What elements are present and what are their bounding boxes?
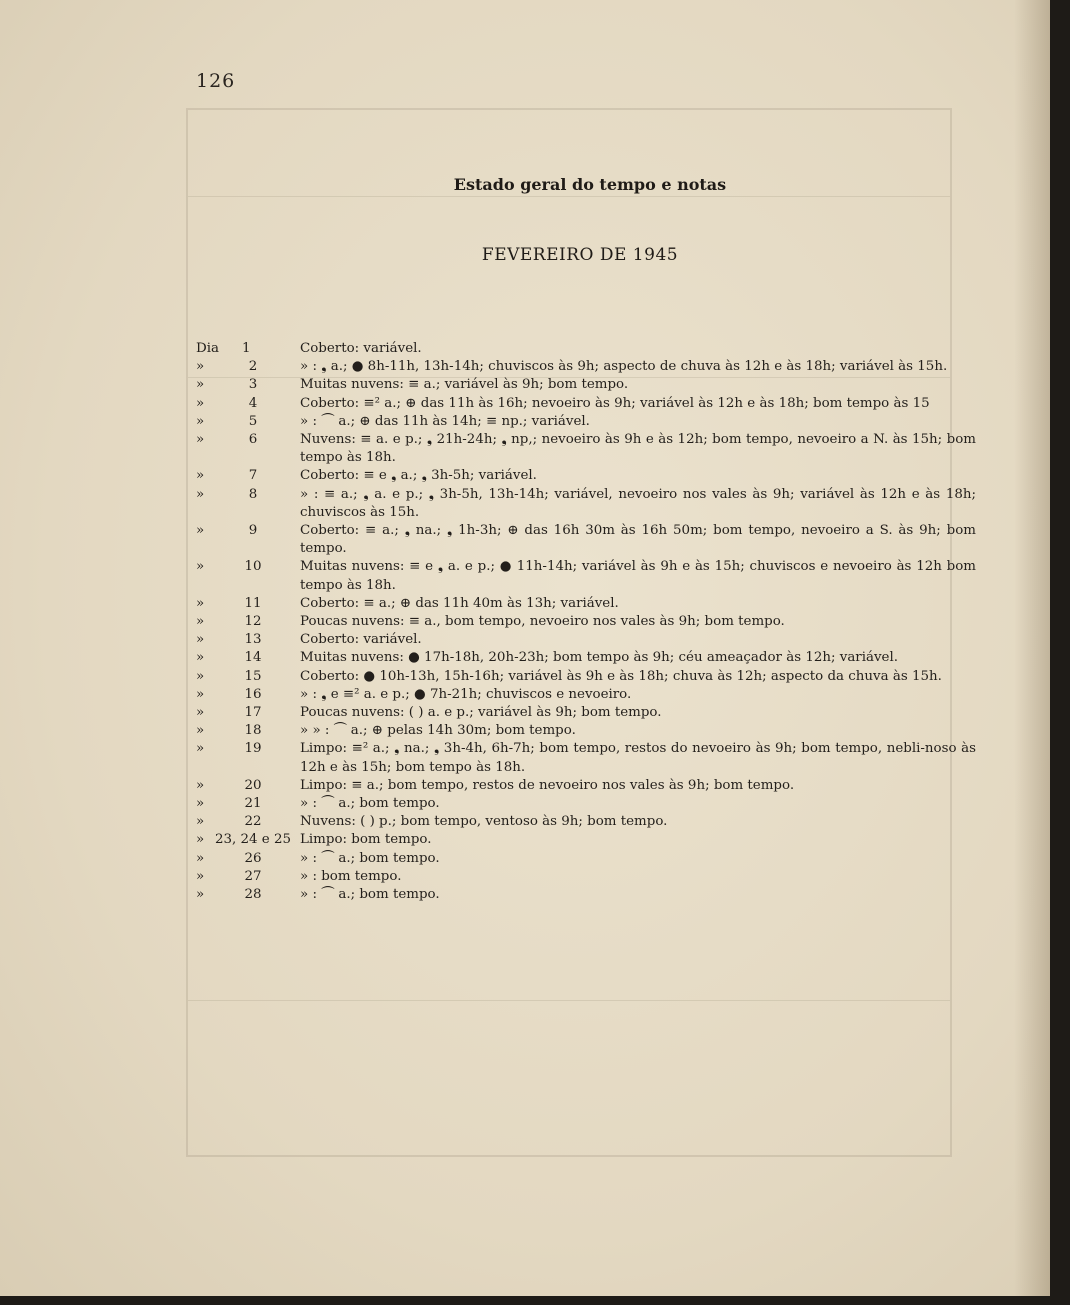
- ditto-mark: »: [196, 395, 205, 411]
- day-description: Coberto: variável.: [300, 341, 422, 356]
- day-number: 9: [248, 523, 258, 539]
- day-entry: [196, 613, 976, 631]
- ditto-mark: »: [196, 632, 205, 648]
- day-number: 27: [244, 868, 262, 884]
- day-cell: [196, 340, 300, 358]
- day-number: 3: [248, 377, 258, 393]
- day-number: 15: [244, 668, 262, 684]
- day-description: Limpo: bom tempo.: [300, 832, 432, 848]
- day-entry: [196, 649, 976, 667]
- day-entry: [196, 850, 976, 868]
- day-number: 8: [248, 486, 258, 502]
- day-entry: [196, 668, 976, 686]
- day-description: Coberto: ≡ e ❟ a.; ❟ 3h-5h; variável.: [300, 468, 537, 484]
- day-entry: [196, 704, 976, 722]
- day-description: » : ❟ a.; ● 8h-11h, 13h-14h; chuviscos às 9h; aspecto de chuva às 12h e às 18h; variável às 15h.: [300, 359, 948, 375]
- day-description: Poucas nuvens: ( ) a. e p.; variável às 9h; bom tempo.: [300, 705, 662, 721]
- ditto-mark: »: [196, 523, 205, 539]
- ditto-mark: »: [196, 595, 205, 611]
- day-description: » : ≡ a.; ❟ a. e p.; ❟ 3h-5h, 13h-14h; variável, nevoeiro nos vales às 9h; variável às 12h e às 18h; chuviscos às 15h.: [300, 486, 976, 520]
- day-description: Limpo: ≡² a.; ❟ na.; ❟ 3h-4h, 6h-7h; bom tempo, restos do nevoeiro às 9h; bom tempo, nebli-noso às 12h e às 15h; bom tempo às 18h.: [300, 741, 976, 775]
- day-description: Coberto: variável.: [300, 632, 422, 648]
- day-description: Coberto: ≡² a.; ⊕ das 11h às 16h; nevoeiro às 9h; variável às 12h e às 18h; bom tempo às 15: [300, 395, 930, 411]
- day-number: 17: [244, 705, 262, 721]
- day-entry: [196, 777, 976, 795]
- day-number: 28: [244, 887, 262, 903]
- ditto-mark: »: [196, 377, 205, 393]
- day-number: 19: [244, 741, 262, 757]
- day-description: » : ⏜ a.; ⊕ das 11h às 14h; ≡ np.; variável.: [300, 413, 590, 429]
- day-description: » » : ⏜ a.; ⊕ pelas 14h 30m; bom tempo.: [300, 723, 576, 739]
- ditto-mark: »: [196, 359, 205, 375]
- ditto-mark: »: [196, 887, 205, 903]
- day-entry: [196, 431, 976, 467]
- day-number: 13: [244, 632, 262, 648]
- day-entry: [196, 376, 976, 394]
- day-entry: [196, 886, 976, 904]
- ditto-mark: »: [196, 432, 205, 448]
- day-entry: [196, 686, 976, 704]
- day-description: Coberto: ≡ a.; ⊕ das 11h 40m às 13h; variável.: [300, 595, 619, 611]
- day-number: 14: [244, 650, 262, 666]
- day-number: 11: [244, 595, 262, 611]
- day-description: » : ⏜ a.; bom tempo.: [300, 887, 440, 903]
- page-number: 126: [196, 70, 236, 92]
- day-description: » : ❟ e ≡² a. e p.; ● 7h-21h; chuviscos e nevoeiro.: [300, 686, 632, 702]
- day-description: Muitas nuvens: ● 17h-18h, 20h-23h; bom tempo às 9h; céu ameaçador às 12h; variável.: [300, 650, 898, 666]
- day-number: 26: [244, 850, 262, 866]
- day-description: Muitas nuvens: ≡ e ❟ a. e p.; ● 11h-14h; variável às 9h e às 15h; chuviscos e nevoeiro às 12h bom tempo às 18h.: [300, 559, 976, 593]
- ditto-mark: »: [196, 413, 205, 429]
- ditto-mark: »: [196, 832, 205, 848]
- day-entry: [196, 395, 976, 413]
- day-description: Nuvens: ≡ a. e p.; ❟ 21h-24h; ❟ np,; nevoeiro às 9h e às 12h; bom tempo, nevoeiro a N. às 15h; bom tempo às 18h.: [300, 432, 976, 466]
- day-description: » : ⏜ a.; bom tempo.: [300, 796, 440, 812]
- day-description: Nuvens: ( ) p.; bom tempo, ventoso às 9h; bom tempo.: [300, 814, 668, 830]
- ditto-mark: »: [196, 814, 205, 830]
- day-number: 21: [244, 796, 262, 812]
- ditto-mark: »: [196, 868, 205, 884]
- day-number: 2: [248, 359, 258, 375]
- ditto-mark: »: [196, 559, 205, 575]
- day-description: Limpo: ≡ a.; bom tempo, restos de nevoeiro nos vales às 9h; bom tempo.: [300, 777, 795, 793]
- ditto-mark: »: [196, 650, 205, 666]
- day-number: 1: [242, 341, 251, 356]
- ditto-mark: »: [196, 741, 205, 757]
- day-description: Muitas nuvens: ≡ a.; variável às 9h; bom tempo.: [300, 377, 629, 393]
- day-number: 5: [248, 413, 258, 429]
- day-number: 4: [248, 395, 258, 411]
- day-description: » : bom tempo.: [300, 868, 402, 884]
- day-number: 10: [244, 559, 262, 575]
- day-entry: [196, 631, 976, 649]
- day-entry: [196, 340, 976, 358]
- month-heading: FEVEREIRO DE 1945: [481, 245, 679, 265]
- ditto-mark: »: [196, 723, 205, 739]
- day-entry: [196, 595, 976, 613]
- day-number: 7: [248, 468, 258, 484]
- ditto-mark: »: [196, 796, 205, 812]
- day-entry: [196, 358, 976, 376]
- ditto-mark: »: [196, 486, 205, 502]
- day-number: 23, 24 e 25: [214, 832, 292, 848]
- day-description: Coberto: ≡ a.; ❟ na.; ❟ 1h-3h; ⊕ das 16h 30m às 16h 50m; bom tempo, nevoeiro a S. às 9h; bom tempo.: [300, 523, 976, 557]
- ditto-mark: »: [196, 614, 205, 630]
- day-label: Dia: [196, 341, 220, 356]
- day-number: 12: [244, 614, 262, 630]
- day-entry: [196, 868, 976, 886]
- day-entry: [196, 722, 976, 740]
- day-number: 16: [244, 686, 262, 702]
- ditto-mark: »: [196, 468, 205, 484]
- day-entry: [196, 522, 976, 558]
- day-number: 6: [248, 432, 258, 448]
- day-description: Coberto: ● 10h-13h, 15h-16h; variável às 9h e às 18h; chuva às 12h; aspecto da chuva às 15h.: [300, 668, 942, 684]
- section-heading: Estado geral do tempo e notas: [453, 175, 727, 194]
- ditto-mark: »: [196, 705, 205, 721]
- day-entry: [196, 831, 976, 849]
- day-number: 22: [244, 814, 262, 830]
- day-description: Poucas nuvens: ≡ a., bom tempo, nevoeiro nos vales às 9h; bom tempo.: [300, 614, 785, 630]
- day-number: 18: [244, 723, 262, 739]
- ditto-mark: »: [196, 686, 205, 702]
- ditto-mark: »: [196, 777, 205, 793]
- day-entry: [196, 486, 976, 522]
- day-entry: [196, 740, 976, 776]
- day-entry: [196, 467, 976, 485]
- day-entry: [196, 813, 976, 831]
- day-entry: [196, 413, 976, 431]
- day-description: » : ⏜ a.; bom tempo.: [300, 850, 440, 866]
- day-entry: [196, 795, 976, 813]
- day-number: 20: [244, 777, 262, 793]
- ditto-mark: »: [196, 850, 205, 866]
- day-entry: [196, 558, 976, 594]
- page-gutter-shadow: [1014, 0, 1050, 1296]
- ditto-mark: »: [196, 668, 205, 684]
- weather-entries: [196, 340, 976, 904]
